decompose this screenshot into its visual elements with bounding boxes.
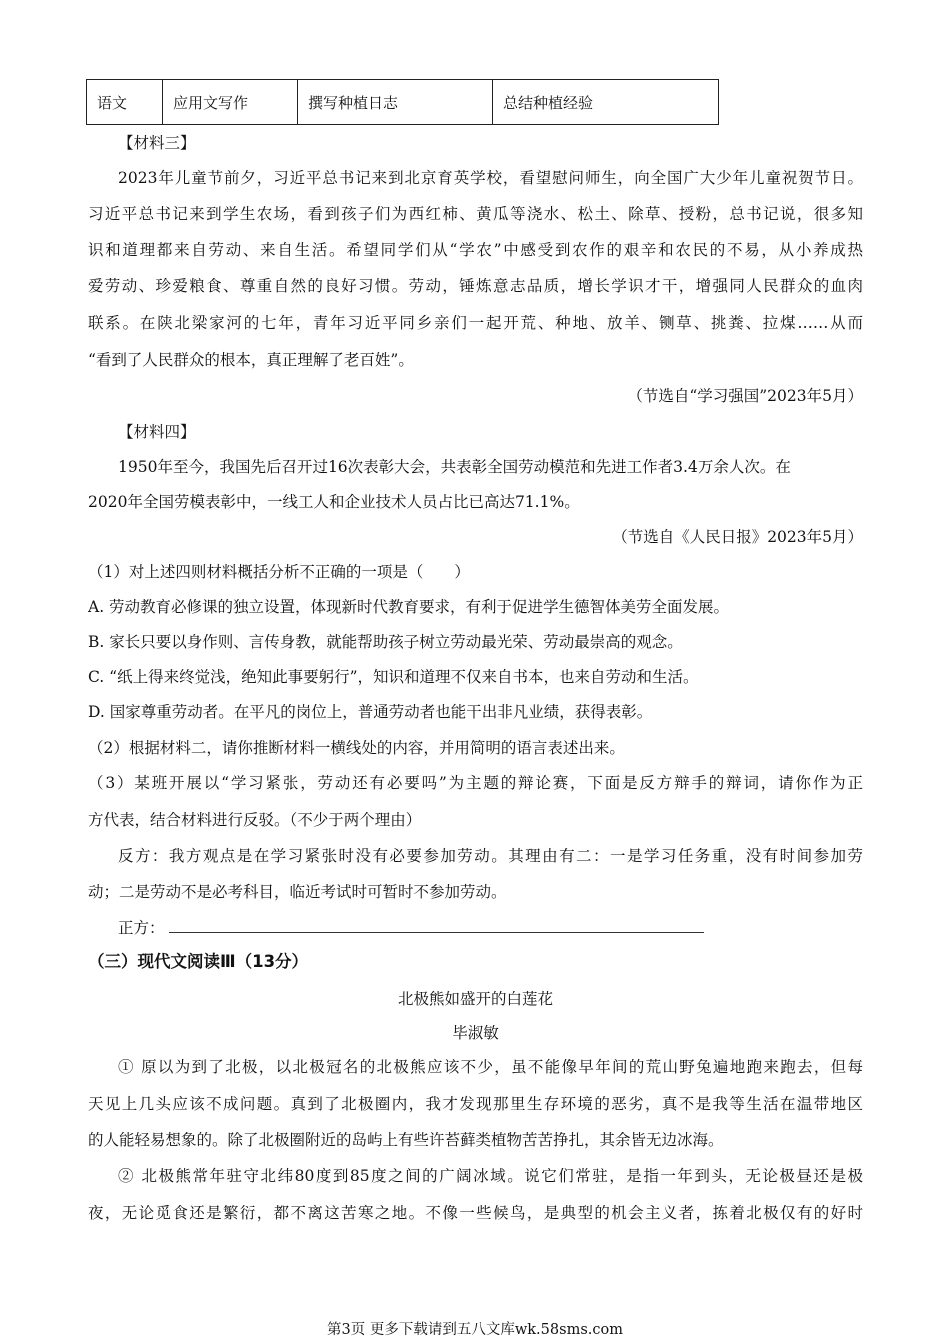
- question-3-line: （3）某班开展以“学习紧张，劳动还有必要吗”为主题的辩论赛，下面是反方辩手的辩词，请你作为正: [88, 774, 863, 792]
- option-d: D. 国家尊重劳动者。在平凡的岗位上，普通劳动者也能干出非凡业绩，获得表彰。: [88, 703, 653, 721]
- material3-source: （节选自“学习强国”2023年5月）: [627, 387, 863, 405]
- paragraph-line: ② 北极熊常年驻守北纬80度到85度之间的广阔冰域。说它们常驻，是指一年到头，无论极昼还是极: [118, 1167, 863, 1185]
- material4-line: 2020年全国劳模表彰中，一线工人和企业技术人员占比已高达71.1%。: [88, 493, 580, 511]
- article-title: 北极熊如盛开的白莲花: [397, 990, 553, 1008]
- opponent-statement-line: 动；二是劳动不是必考科目，临近考试时可暂时不参加劳动。: [88, 883, 507, 901]
- option-b: B. 家长只要以身作则、言传身教，就能帮助孩子树立劳动最光荣、劳动最崇高的观念。: [88, 633, 683, 651]
- opponent-statement-line: 反方：我方观点是在学习紧张时没有必要参加劳动。其理由有二：一是学习任务重，没有时间参加劳: [118, 847, 863, 865]
- material3-line: 联系。在陕北梁家河的七年，青年习近平同乡亲们一起开荒、种地、放羊、铡草、挑粪、拉煤……从而: [88, 314, 863, 332]
- material3-line: 2023年儿童节前夕，习近平总书记来到北京育英学校，看望慰问师生，向全国广大少年儿童祝贺节日。: [118, 169, 863, 187]
- proponent-label: 正方：: [118, 919, 165, 937]
- paragraph-line: 的人能轻易想象的。除了北极圈附近的岛屿上有些许苔藓类植物苦苦挣扎，其余皆无边冰海。: [88, 1131, 724, 1149]
- proponent-answer-row: [118, 918, 863, 938]
- material4-source: （节选自《人民日报》2023年5月）: [612, 528, 863, 546]
- table-cell-type: 应用文写作: [163, 80, 298, 125]
- page-footer: 第3页 更多下载请到五八文库wk.58sms.com: [327, 1322, 623, 1338]
- option-c: C. “纸上得来终觉浅，绝知此事要躬行”，知识和道理不仅来自书本，也来自劳动和生活。: [88, 668, 699, 686]
- table-row: [87, 80, 719, 125]
- table-cell-subject: 语文: [87, 80, 163, 125]
- answer-blank-line[interactable]: [169, 918, 704, 933]
- option-a: A. 劳动教育必修课的独立设置，体现新时代教育要求，有利于促进学生德智体美劳全面发展。: [88, 598, 730, 616]
- material4-line: 1950年至今，我国先后召开过16次表彰大会，共表彰全国劳动模范和先进工作者3.4万余人次。在: [118, 458, 791, 476]
- question-3-line: 方代表，结合材料进行反驳。（不少于两个理由）: [88, 811, 422, 829]
- material3-line: 识和道理都来自劳动、来自生活。希望同学们从“学农”中感受到农作的艰辛和农民的不易，从小养成热: [88, 241, 863, 259]
- material3-line: “看到了人民群众的根本，真正理解了老百姓”。: [88, 351, 414, 369]
- question-2: （2）根据材料二，请你推断材料一横线处的内容，并用简明的语言表述出来。: [88, 739, 625, 757]
- material3-line: 习近平总书记来到学生农场，看到孩子们为西红柿、黄瓜等浇水、松土、除草、授粉，总书记说，很多知: [88, 205, 863, 223]
- article-author: 毕淑敏: [452, 1024, 499, 1042]
- paragraph-line: 天见上几头应该不成问题。真到了北极圈内，我才发现那里生存环境的恶劣，真不是我等生活在温带地区: [88, 1095, 863, 1113]
- section-heading: （三）现代文阅读Ⅲ（13分）: [88, 952, 309, 971]
- question-1: （1）对上述四则材料概括分析不正确的一项是（ ）: [88, 563, 470, 581]
- material4-heading: 【材料四】: [118, 423, 196, 441]
- table-cell-goal: 总结种植经验: [493, 80, 719, 125]
- paragraph-line: ① 原以为到了北极，以北极冠名的北极熊应该不少，虽不能像早年间的荒山野兔遍地跑来跑去，但每: [118, 1058, 863, 1076]
- paragraph-line: 夜，无论觅食还是繁衍，都不离这苦寒之地。不像一些候鸟，是典型的机会主义者，拣着北极仅有的好时: [88, 1204, 863, 1222]
- planting-plan-table: [86, 79, 719, 125]
- material3-line: 爱劳动、珍爱粮食、尊重自然的良好习惯。劳动，锤炼意志品质，增长学识才干，增强同人民群众的血肉: [88, 277, 863, 295]
- table-cell-task: 撰写种植日志: [298, 80, 493, 125]
- material3-heading: 【材料三】: [118, 134, 196, 152]
